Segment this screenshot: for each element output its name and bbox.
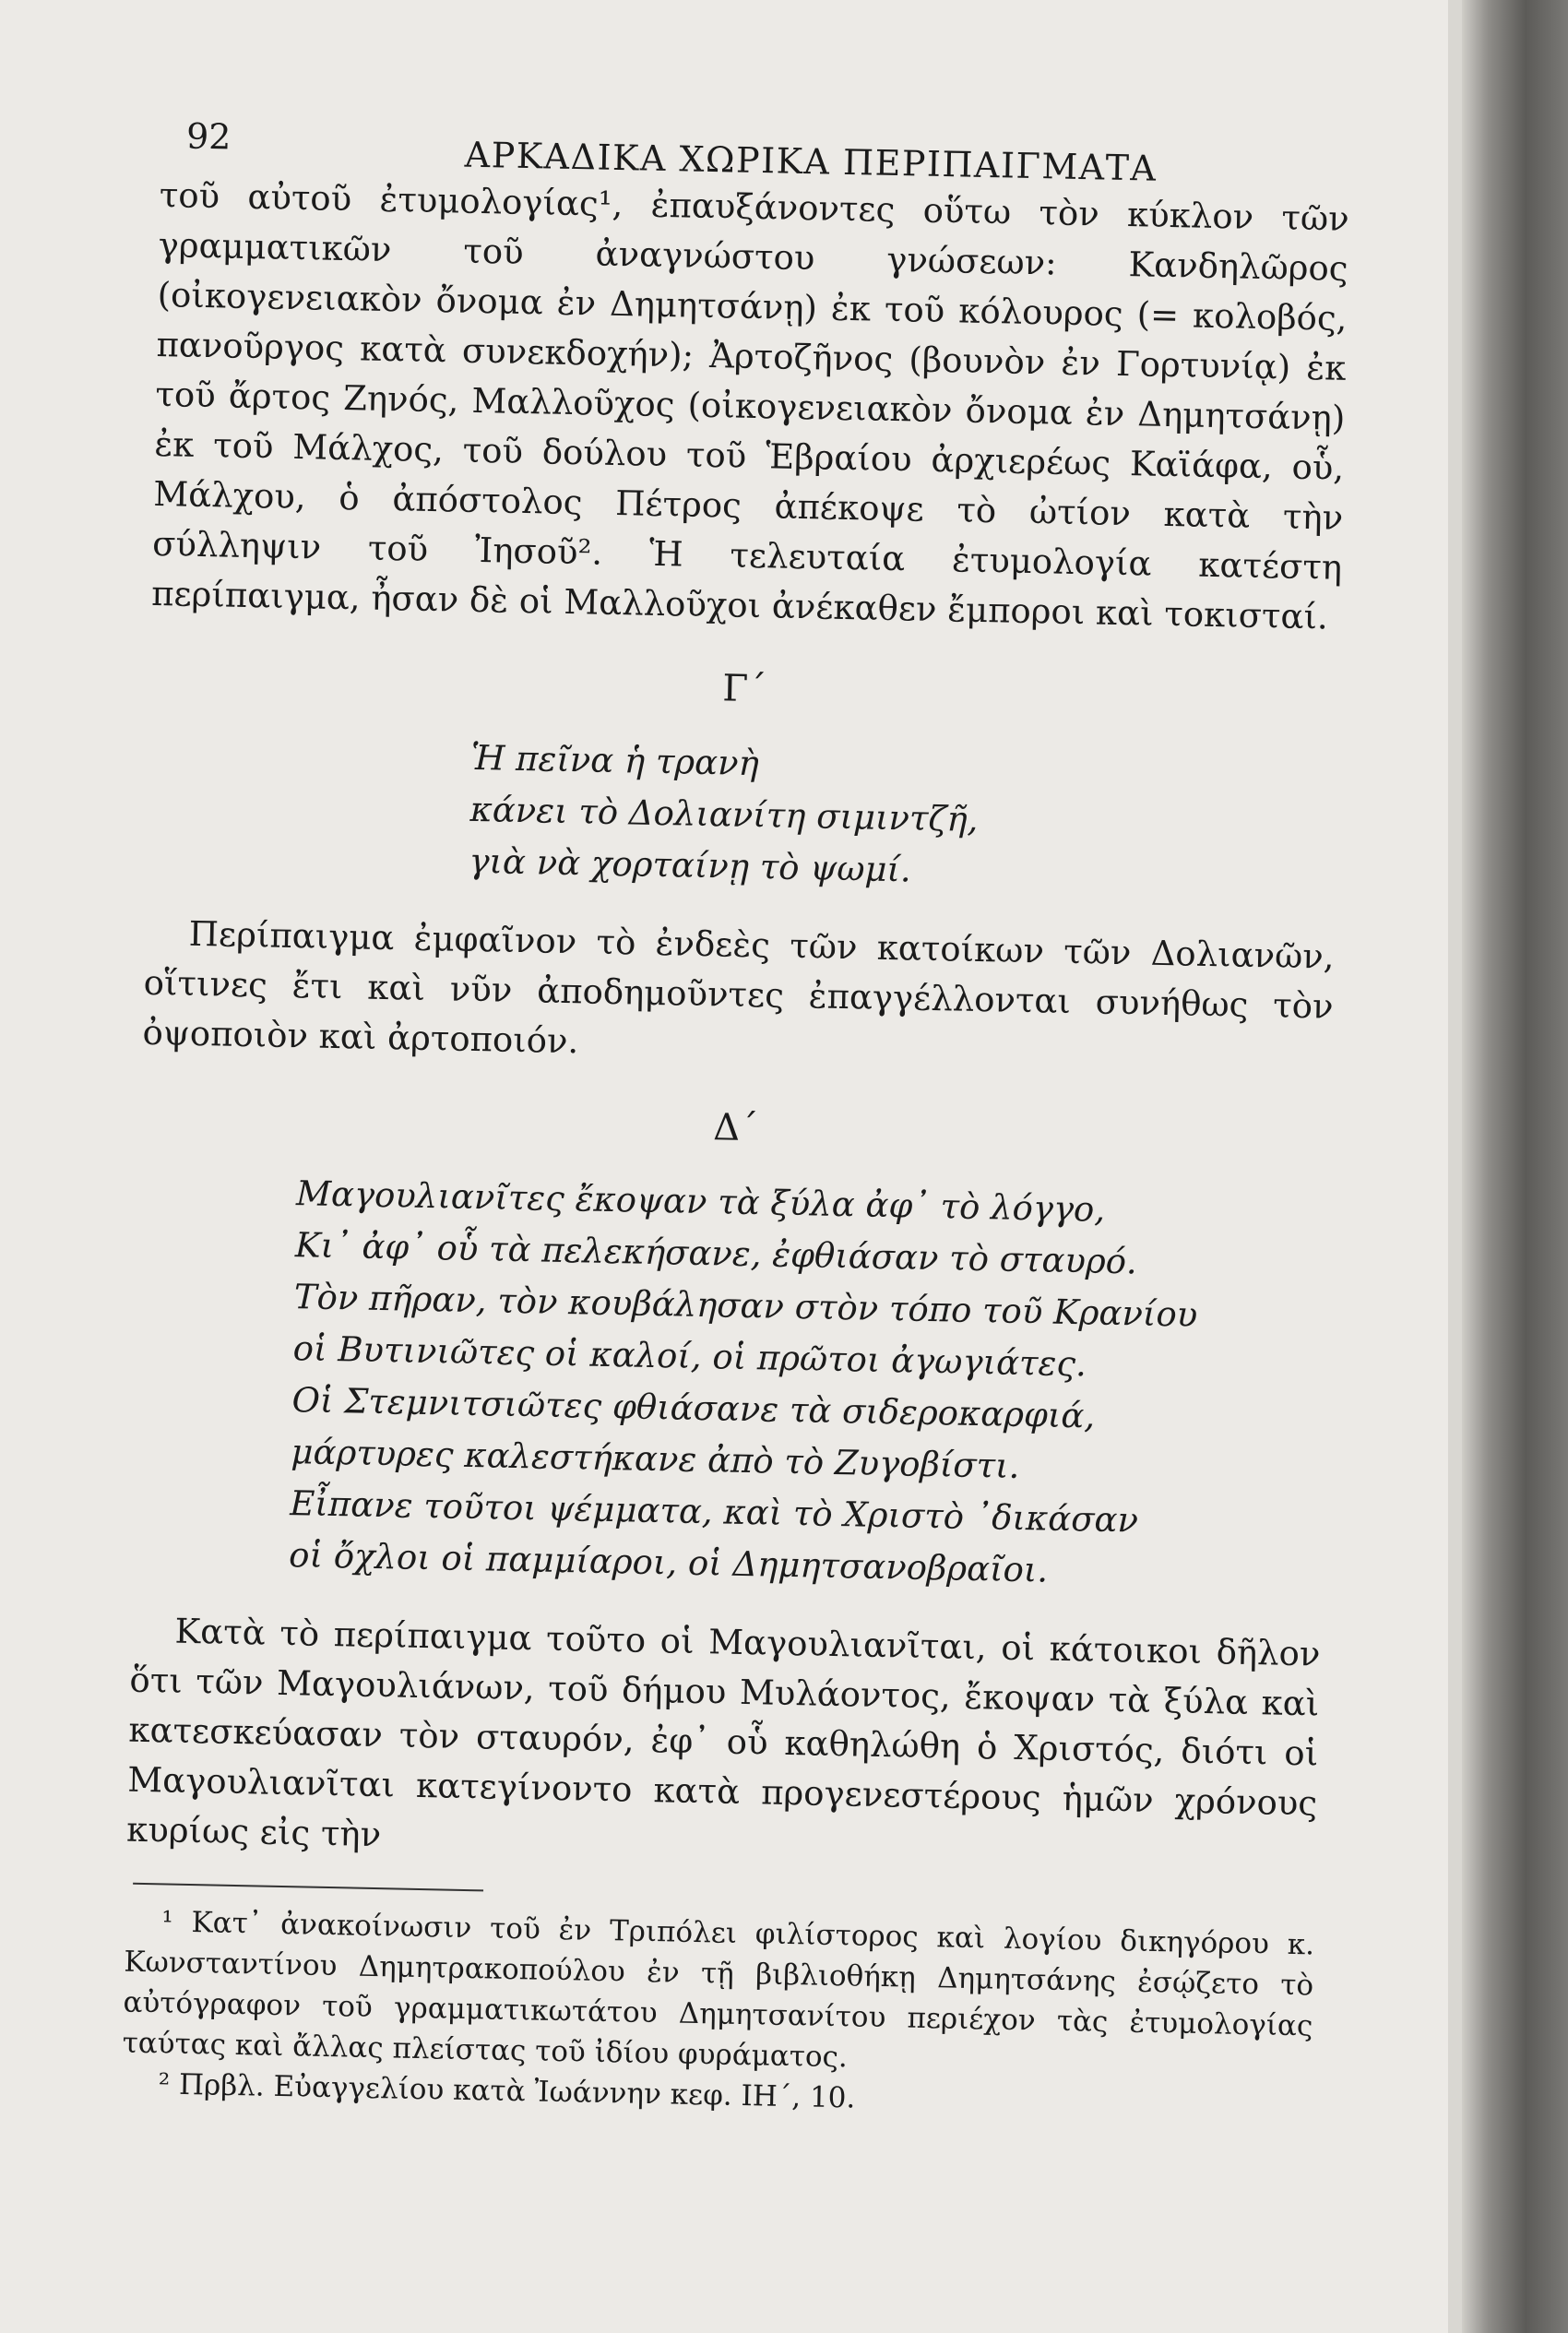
verse-line: γιὰ νὰ χορταίνῃ τὸ ψωμί. — [469, 840, 912, 890]
section-marker-d: Δ΄ — [712, 1106, 759, 1150]
footnote-1: ¹ Κατ᾽ ἀνακοίνωσιν τοῦ ἐν Τριπόλει φιλίστορος καὶ λογίου δικηγόρου κ. Κωνσταντίνου Δημητρακοπούλου ἐν τῇ βιβλιοθήκῃ Δημητσάνης ἐσῴζετο τὸ αὐτόγραφον τοῦ γραμματικωτάτου Δημητσανίτου περιέχον τὰς ἐτυμολογίας ταύτας καὶ ἄλλας πλείστας τοῦ ἰδίου φυράματος. — [122, 1905, 1315, 2075]
page-content — [121, 97, 1350, 2127]
verse-line: οἱ ὄχλοι οἱ παμμίαροι, οἱ Δημητσανοβραῖοι. — [288, 1535, 1049, 1590]
verse-line: κάνει τὸ Δολιανίτη σιμιντζῆ, — [469, 789, 979, 839]
paragraph-etymology: τοῦ αὐτοῦ ἐτυμολογίας¹, ἐπαυξάνοντες οὕτω τὸν κύκλον τῶν γραμματικῶν τοῦ ἀναγνώστου γνώσεων: Κανδηλῶρος (οἰκογενειακὸν ὄνομα ἐν Δημητσάνῃ) ἐκ τοῦ κόλουρος (= κολοβός, πανοῦργος κατὰ συνεκδοχήν); Ἀρτοζῆνος (βουνὸν ἐν Γορτυνίᾳ) ἐκ τοῦ ἄρτος Ζηνός, Μαλλοῦχος (οἰκογενειακὸν ὄνομα ἐν Δημητσάνῃ) ἐκ τοῦ Μάλχος, τοῦ δούλου τοῦ Ἑβραίου ἀρχιερέως Καϊάφα, οὗ, Μάλχου, ὁ ἀπόστολος Πέτρος ἀπέκοψε τὸ ὠτίον κατὰ τὴν σύλληψιν τοῦ Ἰησοῦ². Ἡ τελευταία ἐτυμολογία κατέστη περίπαιγμα, ἦσαν δὲ οἱ Μαλλοῦχοι ἀνέκαθεν ἔμποροι καὶ τοκισταί. — [150, 174, 1350, 637]
footnote-divider — [133, 1883, 483, 1892]
paragraph-magouliana: Κατὰ τὸ περίπαιγμα τοῦτο οἱ Μαγουλιανῖται, οἱ κάτοικοι δῆλον ὅτι τῶν Μαγουλιάνων, τοῦ δήμου Μυλάοντος, ἔκοψαν τὰ ξύλα καὶ κατεσκεύασαν τὸν σταυρόν, ἐφ᾽ οὗ καθηλώθη ὁ Χριστός, διότι οἱ Μαγουλιανῖται κατεγίνοντο κατὰ προγενεστέρους ἡμῶν χρόνους κυρίως εἰς τὴν — [125, 1611, 1321, 1855]
book-spine-shadow — [1462, 0, 1568, 2333]
verse-line: Τὸν πῆραν, τὸν κουβάλησαν στὸν τόπο τοῦ Κρανίου — [293, 1277, 1198, 1335]
footnote-2: ² Πρβλ. Εὐαγγελίου κατὰ Ἰωάννην κεφ. ΙΗ΄, 10. — [158, 2067, 856, 2115]
verse-line: οἱ Βυτινιῶτες οἱ καλοί, οἱ πρῶτοι ἀγωγιάτες. — [292, 1328, 1087, 1385]
section-marker-c: Γ΄ — [721, 667, 767, 711]
verse-line: Εἶπανε τοῦτοι ψέμματα, καὶ τὸ Χριστὸ ᾽δικάσαν — [289, 1483, 1139, 1541]
verse-block-d — [289, 1168, 1330, 1601]
running-head: ΑΡΚΑΔΙΚΑ ΧΩΡΙΚΑ ΠΕΡΙΠΑΙΓΜΑΤΑ — [464, 134, 1158, 189]
verse-block-c — [469, 732, 1338, 905]
verse-line: Ἡ πεῖνα ἡ τρανὴ — [470, 737, 760, 784]
page-number: 92 — [185, 115, 232, 158]
verse-line: Μαγουλιανῖτες ἔκοψαν τὰ ξύλα ἀφ᾽ τὸ λόγγο, — [295, 1173, 1106, 1230]
verse-line: Κι᾽ ἀφ᾽ οὗ τὰ πελεκήσανε, ἐφθιάσαν τὸ σταυρό. — [294, 1225, 1138, 1282]
verse-line: Οἱ Στεμνιτσιῶτες φθιάσανε τὰ σιδεροκαρφιά, — [291, 1380, 1096, 1436]
verse-line: μάρτυρες καλεστήκανε ἀπὸ τὸ Ζυγοβίστι. — [291, 1432, 1020, 1486]
paragraph-dolianoi: Περίπαιγμα ἐμφαῖνον τὸ ἐνδεὲς τῶν κατοίκων τῶν Δολιανῶν, οἵτινες ἔτι καὶ νῦν ἀποδημοῦντες ἐπαγγέλλονται συνήθως τὸν ὀψοποιὸν καὶ ἀρτοποιόν. — [142, 913, 1335, 1062]
footnotes — [121, 1901, 1314, 2128]
